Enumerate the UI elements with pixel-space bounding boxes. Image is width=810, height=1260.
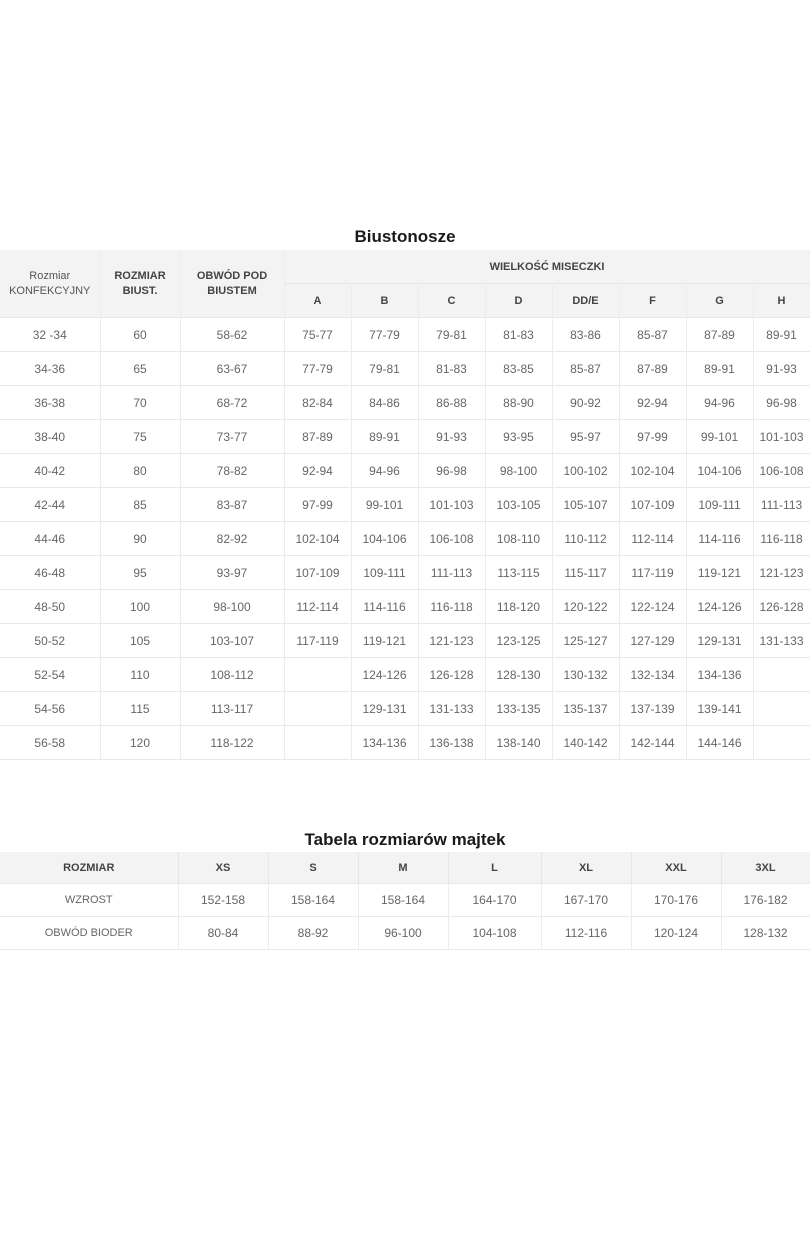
table-cell: 133-135 <box>485 692 552 726</box>
header-rozmiar-biust: ROZMIAR BIUST. <box>100 250 180 318</box>
table-cell: 132-134 <box>619 658 686 692</box>
panty-header-row <box>0 852 810 884</box>
table-cell: 75 <box>100 420 180 454</box>
table-cell: 129-131 <box>686 624 753 658</box>
header-obwod-pod-biustem: OBWÓD POD BIUSTEM <box>180 250 284 318</box>
table-cell: 124-126 <box>686 590 753 624</box>
table-cell: 34-36 <box>0 352 100 386</box>
table-cell: 81-83 <box>485 318 552 352</box>
table-row <box>0 454 810 488</box>
table-cell: 93-95 <box>485 420 552 454</box>
table-cell: 123-125 <box>485 624 552 658</box>
table-cell: 113-115 <box>485 556 552 590</box>
table-cell <box>284 658 351 692</box>
panty-table-title: Tabela rozmiarów majtek <box>304 830 506 849</box>
table-cell: 92-94 <box>284 454 351 488</box>
table-row <box>0 556 810 590</box>
table-cell: 99-101 <box>686 420 753 454</box>
panty-header-cell: M <box>358 852 448 884</box>
table-cell: 100 <box>100 590 180 624</box>
table-cell: 102-104 <box>619 454 686 488</box>
table-cell: 38-40 <box>0 420 100 454</box>
table-cell: 120-122 <box>552 590 619 624</box>
table-cell: 119-121 <box>351 624 418 658</box>
panty-header-cell: XXL <box>631 852 721 884</box>
table-cell: 79-81 <box>351 352 418 386</box>
table-cell: 98-100 <box>485 454 552 488</box>
table-cell: 96-98 <box>418 454 485 488</box>
bra-table-title: Biustonosze <box>354 227 456 246</box>
table-cell: 129-131 <box>351 692 418 726</box>
table-cell: 121-123 <box>418 624 485 658</box>
table-cell: 77-79 <box>284 352 351 386</box>
table-cell: 124-126 <box>351 658 418 692</box>
table-cell: 109-111 <box>351 556 418 590</box>
table-cell: 54-56 <box>0 692 100 726</box>
table-cell: 106-108 <box>418 522 485 556</box>
table-cell: 138-140 <box>485 726 552 760</box>
table-cell: 87-89 <box>619 352 686 386</box>
table-cell: 121-123 <box>753 556 810 590</box>
cup-header-cell: B <box>351 284 418 318</box>
table-cell: 105-107 <box>552 488 619 522</box>
panty-table-body <box>0 884 810 950</box>
table-cell: 130-132 <box>552 658 619 692</box>
table-cell: 77-79 <box>351 318 418 352</box>
table-cell: 164-170 <box>448 884 541 917</box>
table-cell: 83-85 <box>485 352 552 386</box>
table-cell: 118-120 <box>485 590 552 624</box>
table-row <box>0 590 810 624</box>
table-cell: 109-111 <box>686 488 753 522</box>
table-cell: 107-109 <box>284 556 351 590</box>
table-row <box>0 624 810 658</box>
panty-header-cell: ROZMIAR <box>0 852 178 884</box>
table-cell: 105 <box>100 624 180 658</box>
table-cell: 42-44 <box>0 488 100 522</box>
table-cell: 135-137 <box>552 692 619 726</box>
table-cell: 50-52 <box>0 624 100 658</box>
table-row <box>0 318 810 352</box>
table-cell: 100-102 <box>552 454 619 488</box>
table-cell: 89-91 <box>753 318 810 352</box>
cup-header-cell: G <box>686 284 753 318</box>
table-cell: 103-105 <box>485 488 552 522</box>
table-cell: 56-58 <box>0 726 100 760</box>
table-cell: 97-99 <box>619 420 686 454</box>
table-cell: 116-118 <box>753 522 810 556</box>
table-cell: 140-142 <box>552 726 619 760</box>
table-cell: 82-92 <box>180 522 284 556</box>
table-cell: 104-106 <box>351 522 418 556</box>
cup-header-cell: DD/E <box>552 284 619 318</box>
table-cell: 98-100 <box>180 590 284 624</box>
table-cell: 58-62 <box>180 318 284 352</box>
table-cell: 112-116 <box>541 917 631 950</box>
table-cell: 79-81 <box>418 318 485 352</box>
table-cell: 91-93 <box>753 352 810 386</box>
table-cell: 118-122 <box>180 726 284 760</box>
table-cell: 60 <box>100 318 180 352</box>
table-cell: 158-164 <box>268 884 358 917</box>
table-cell: 92-94 <box>619 386 686 420</box>
table-cell: 112-114 <box>284 590 351 624</box>
table-cell: 114-116 <box>686 522 753 556</box>
table-cell: 90 <box>100 522 180 556</box>
table-cell: 126-128 <box>418 658 485 692</box>
table-cell: 131-133 <box>418 692 485 726</box>
table-cell: 116-118 <box>418 590 485 624</box>
table-cell: 114-116 <box>351 590 418 624</box>
panty-header-cell: S <box>268 852 358 884</box>
table-cell: 158-164 <box>358 884 448 917</box>
table-cell: 68-72 <box>180 386 284 420</box>
table-cell: 107-109 <box>619 488 686 522</box>
table-cell: 122-124 <box>619 590 686 624</box>
table-cell: 44-46 <box>0 522 100 556</box>
table-cell: 103-107 <box>180 624 284 658</box>
table-cell: 36-38 <box>0 386 100 420</box>
table-cell <box>753 658 810 692</box>
table-cell: 73-77 <box>180 420 284 454</box>
table-row <box>0 884 810 917</box>
row-label: WZROST <box>0 884 178 917</box>
table-cell: 70 <box>100 386 180 420</box>
table-cell: 87-89 <box>686 318 753 352</box>
table-row <box>0 917 810 950</box>
table-cell: 93-97 <box>180 556 284 590</box>
cup-header-cell: C <box>418 284 485 318</box>
table-cell <box>284 692 351 726</box>
header-konfekcyjny: Rozmiar KONFEKCYJNY <box>0 250 100 318</box>
table-row <box>0 522 810 556</box>
table-cell: 115 <box>100 692 180 726</box>
table-cell: 142-144 <box>619 726 686 760</box>
table-row <box>0 420 810 454</box>
table-cell: 90-92 <box>552 386 619 420</box>
table-cell: 40-42 <box>0 454 100 488</box>
table-cell: 52-54 <box>0 658 100 692</box>
table-cell: 128-130 <box>485 658 552 692</box>
cup-header-cell: A <box>284 284 351 318</box>
header-cup-size: WIELKOŚĆ MISECZKI <box>284 250 810 284</box>
table-cell: 88-90 <box>485 386 552 420</box>
table-cell: 119-121 <box>686 556 753 590</box>
table-cell: 94-96 <box>351 454 418 488</box>
table-cell: 63-67 <box>180 352 284 386</box>
table-cell: 95 <box>100 556 180 590</box>
table-cell: 46-48 <box>0 556 100 590</box>
table-cell: 106-108 <box>753 454 810 488</box>
table-cell: 112-114 <box>619 522 686 556</box>
table-cell <box>284 726 351 760</box>
table-row <box>0 386 810 420</box>
table-cell: 102-104 <box>284 522 351 556</box>
table-cell: 82-84 <box>284 386 351 420</box>
table-cell: 83-86 <box>552 318 619 352</box>
table-cell: 85 <box>100 488 180 522</box>
cup-header-cell: F <box>619 284 686 318</box>
table-cell: 170-176 <box>631 884 721 917</box>
table-row <box>0 352 810 386</box>
table-cell: 136-138 <box>418 726 485 760</box>
bra-size-table <box>0 250 810 760</box>
table-cell: 111-113 <box>753 488 810 522</box>
table-cell: 126-128 <box>753 590 810 624</box>
table-cell: 88-92 <box>268 917 358 950</box>
table-cell: 85-87 <box>552 352 619 386</box>
cup-header-cell: D <box>485 284 552 318</box>
table-cell: 110-112 <box>552 522 619 556</box>
table-cell: 48-50 <box>0 590 100 624</box>
panty-header-cell: XS <box>178 852 268 884</box>
table-cell: 117-119 <box>619 556 686 590</box>
cup-header-cell: H <box>753 284 810 318</box>
table-cell <box>753 692 810 726</box>
table-cell: 80 <box>100 454 180 488</box>
table-cell: 83-87 <box>180 488 284 522</box>
table-cell: 75-77 <box>284 318 351 352</box>
table-cell: 120 <box>100 726 180 760</box>
table-cell: 152-158 <box>178 884 268 917</box>
table-cell <box>753 726 810 760</box>
table-cell: 134-136 <box>686 658 753 692</box>
panty-header-cell: L <box>448 852 541 884</box>
table-cell: 96-98 <box>753 386 810 420</box>
table-cell: 86-88 <box>418 386 485 420</box>
table-cell: 78-82 <box>180 454 284 488</box>
table-cell: 32 -34 <box>0 318 100 352</box>
table-cell: 128-132 <box>721 917 810 950</box>
table-cell: 89-91 <box>686 352 753 386</box>
table-cell: 95-97 <box>552 420 619 454</box>
table-cell: 117-119 <box>284 624 351 658</box>
table-cell: 137-139 <box>619 692 686 726</box>
table-cell: 87-89 <box>284 420 351 454</box>
table-cell: 94-96 <box>686 386 753 420</box>
table-cell: 101-103 <box>418 488 485 522</box>
panty-header-cell: XL <box>541 852 631 884</box>
table-cell: 96-100 <box>358 917 448 950</box>
table-cell: 113-117 <box>180 692 284 726</box>
table-cell: 144-146 <box>686 726 753 760</box>
table-cell: 104-106 <box>686 454 753 488</box>
row-label: OBWÓD BIODER <box>0 917 178 950</box>
table-cell: 108-110 <box>485 522 552 556</box>
table-row <box>0 658 810 692</box>
panty-size-table <box>0 852 810 950</box>
table-cell: 120-124 <box>631 917 721 950</box>
table-row <box>0 726 810 760</box>
table-cell: 84-86 <box>351 386 418 420</box>
table-cell: 127-129 <box>619 624 686 658</box>
table-cell: 134-136 <box>351 726 418 760</box>
table-cell: 104-108 <box>448 917 541 950</box>
table-cell: 167-170 <box>541 884 631 917</box>
table-row <box>0 692 810 726</box>
table-cell: 110 <box>100 658 180 692</box>
table-cell: 131-133 <box>753 624 810 658</box>
table-cell: 101-103 <box>753 420 810 454</box>
table-cell: 81-83 <box>418 352 485 386</box>
bra-table-body <box>0 318 810 760</box>
table-cell: 176-182 <box>721 884 810 917</box>
table-cell: 108-112 <box>180 658 284 692</box>
table-cell: 91-93 <box>418 420 485 454</box>
table-cell: 80-84 <box>178 917 268 950</box>
table-row <box>0 488 810 522</box>
table-cell: 89-91 <box>351 420 418 454</box>
table-cell: 65 <box>100 352 180 386</box>
table-cell: 85-87 <box>619 318 686 352</box>
panty-header-cell: 3XL <box>721 852 810 884</box>
table-cell: 97-99 <box>284 488 351 522</box>
table-cell: 115-117 <box>552 556 619 590</box>
table-cell: 99-101 <box>351 488 418 522</box>
table-cell: 125-127 <box>552 624 619 658</box>
table-cell: 139-141 <box>686 692 753 726</box>
table-cell: 111-113 <box>418 556 485 590</box>
